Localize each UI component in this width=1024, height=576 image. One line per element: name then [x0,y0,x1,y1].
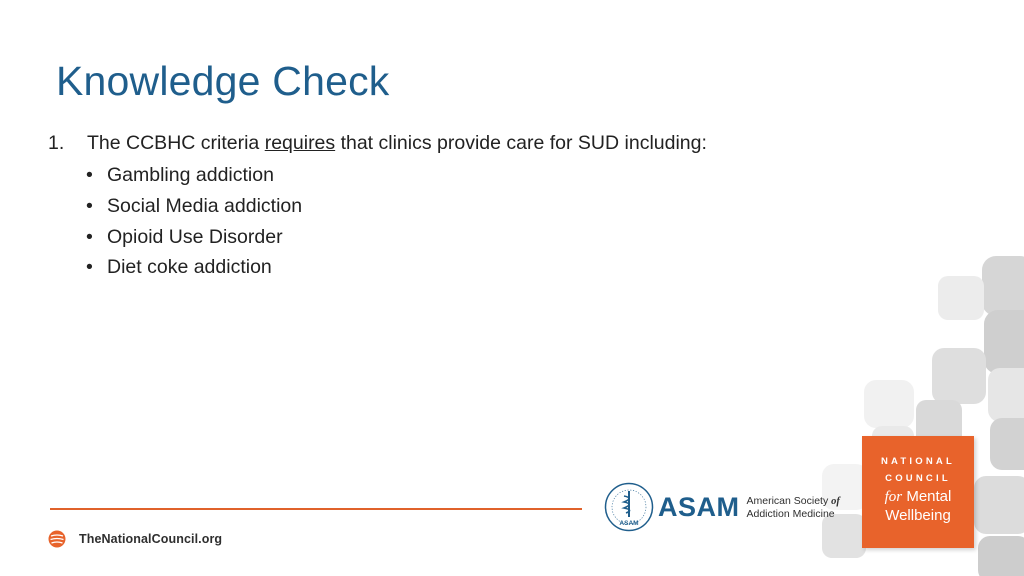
website-link[interactable]: TheNationalCouncil.org [79,532,223,546]
nc-logo-line4: Wellbeing [885,507,951,524]
asam-wordmark: ASAM [658,491,740,522]
nc-logo-line2: COUNCIL [885,473,951,484]
answer-option [86,254,302,285]
answer-option-label: Diet coke addiction [107,256,272,279]
national-council-footer [48,530,222,548]
asam-tagline [747,495,840,520]
asam-logo [604,482,840,532]
answer-option [86,162,302,193]
nc-logo-line3 [862,488,974,506]
question-text-before: The CCBHC criteria [87,132,265,154]
question-emphasis: requires [264,132,336,154]
asam-seal-icon [604,482,654,532]
answer-options [86,162,302,285]
bullet-icon: • [86,225,93,248]
nc-logo-line1: NATIONAL [881,456,955,467]
bullet-icon: • [86,194,93,217]
asam-tagline-of: of [831,495,840,507]
national-council-logo [862,436,974,548]
question-text-after: that clinics provide care for SUD including: [335,132,707,154]
footer-divider [50,508,582,510]
asam-tagline-line1: American Society [746,494,832,507]
question-number: 1. [48,132,65,154]
answer-option [86,193,302,224]
bullet-icon: • [86,164,93,186]
answer-option [86,224,302,255]
answer-option-label: Social Media addiction [107,194,303,217]
nc-logo-mental: Mental [902,488,952,505]
asam-seal-text: ASAM [619,520,639,527]
national-council-logo-icon [48,530,66,548]
bullet-icon: • [86,256,93,279]
answer-option-label: Opioid Use Disorder [107,225,283,248]
asam-tagline-line2: Addiction Medicine [746,507,835,520]
nc-logo-for: for [884,489,903,505]
slide-title: Knowledge Check [56,58,390,104]
answer-option-label: Gambling addiction [107,164,274,186]
question-text [48,132,707,155]
